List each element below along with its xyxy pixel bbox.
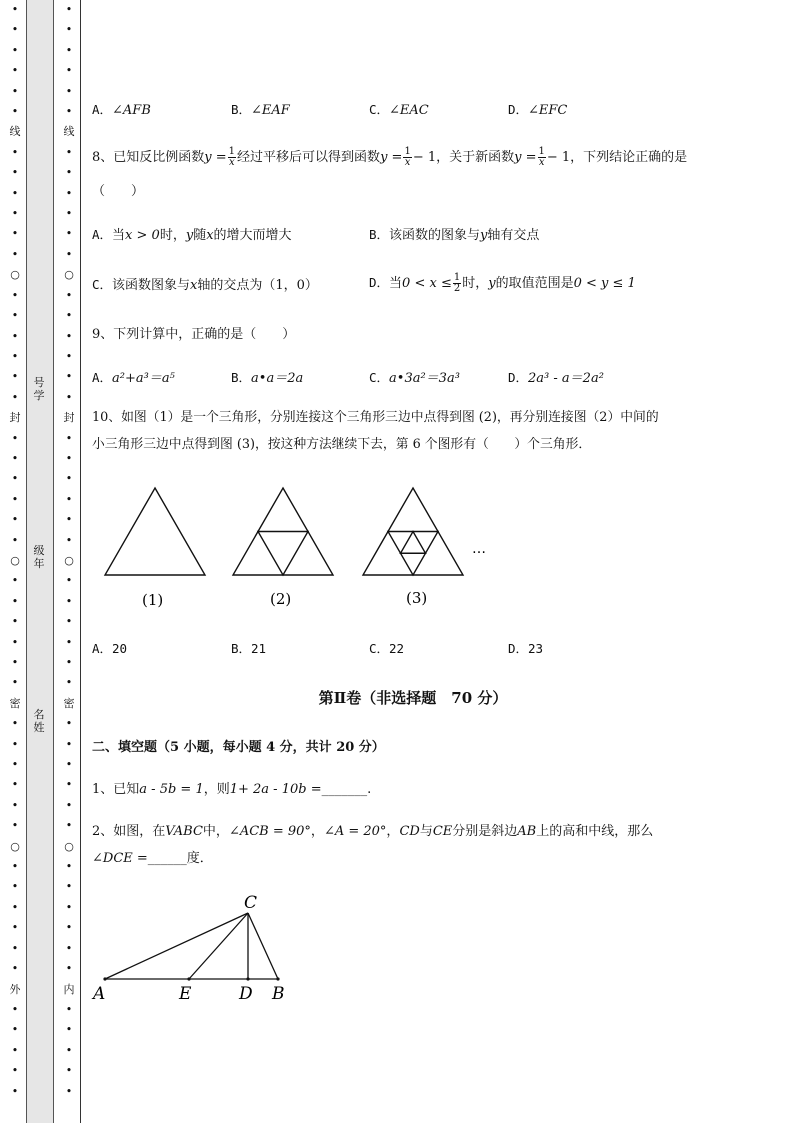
outer-mark-circle-2: ○ xyxy=(10,553,20,567)
inner-mark-circle-1: ○ xyxy=(64,268,74,282)
segment-cb xyxy=(248,913,278,979)
q10-triangle-figures xyxy=(96,482,516,617)
segment-ce xyxy=(189,913,248,979)
q9-option-a: A．a²+a³＝a⁵ xyxy=(92,370,175,386)
point-label-b: B xyxy=(272,984,285,1004)
q9-stem: 9、下列计算中，正确的是（ ） xyxy=(92,327,296,342)
q9-option-d: D．2a³ - a＝2a² xyxy=(508,370,604,386)
point-label-d: D xyxy=(239,984,253,1004)
strip-inner-line xyxy=(80,0,81,1123)
inner-mark-mi: 密 xyxy=(63,696,75,710)
inner-mark-feng: 封 xyxy=(63,411,75,425)
q10-stem-line2: 小三角形三边中点得到图 (3)，按这种方法继续下去，第 6 个图形有（ ）个三角形． xyxy=(92,437,592,452)
q8-option-a: A．当x > 0时，y随x的增大而增大 xyxy=(92,227,292,243)
q10-stem-line1: 10、如图（1）是一个三角形，分别连接这个三角形三边中点得到图 (2)，再分别连接图（2）中间的 xyxy=(92,410,659,425)
q7-option-b: B．∠EAF xyxy=(231,102,290,118)
outer-mark-circle-3: ○ xyxy=(10,839,20,853)
outer-mark-circle-1: ○ xyxy=(10,268,20,282)
point-label-e: E xyxy=(179,984,192,1004)
q9-option-c: C．a•3a²＝3a³ xyxy=(369,370,460,386)
section2-heading: 二、填空题（5 小题，每小题 4 分，共计 20 分） xyxy=(92,740,385,755)
q7-option-c: C．∠EAC xyxy=(369,102,429,118)
q8-stem: 8、已知反比例函数y = $\frac{1}{x}$ 经过平移后可以得到函数y = $\frac{1}{x}$ − 1，关于新函数y = $\frac{1}{x}$ − 1，下列结论正确的是 xyxy=(92,146,688,168)
figure-2-label: (2) xyxy=(270,590,292,608)
fill-q2-blank: ______ xyxy=(147,851,187,866)
figure-2-mid-triangle xyxy=(258,532,308,576)
segment-ac xyxy=(105,913,248,979)
point-label-c: C xyxy=(244,893,258,913)
outer-dot-column: • • • • • • 线 • • • • • • ○ • • • • • • 封 • • • • • • ○ • • • • • • 密 • • • • • • ○ • • • • • • 外 • • • • • xyxy=(9,3,21,1098)
outer-mark-wai: 外 xyxy=(9,982,21,996)
q8-option-c: C．该函数图象与x轴的交点为（1，0） xyxy=(92,277,318,293)
figure-1-label: (1) xyxy=(142,591,164,609)
name-label: 名 姓 xyxy=(33,708,45,734)
q9-option-b: B．a•a＝2a xyxy=(231,370,304,386)
q8-option-d: D．当0 < x ≤ $\frac{1}{2}$ 时，y的取值范围是0 < y ≤ 1 xyxy=(369,272,636,294)
inner-mark-nei: 内 xyxy=(63,982,75,996)
q8-option-b: B．该函数的图象与y轴有交点 xyxy=(369,227,540,243)
binding-strip xyxy=(0,0,82,1123)
q10-option-c: C．22 xyxy=(369,641,405,656)
q10-option-a: A．20 xyxy=(92,641,128,656)
figure-ellipsis: … xyxy=(472,541,486,557)
inner-mark-circle-3: ○ xyxy=(64,839,74,853)
fill-q1: 1、已知a - 5b = 1，则1+ 2a - 10b =_______. xyxy=(92,782,372,797)
q10-option-d: D．23 xyxy=(508,641,544,656)
point-label-a: A xyxy=(93,984,106,1004)
fill-q2-line2: ∠DCE =______度． xyxy=(92,851,213,866)
fill-q2-line1: 2、如图，在VABC中，∠ACB = 90°，∠A = 20°，CD与CE分别是斜边AB上的高和中线，那么 xyxy=(92,824,654,839)
fill-q1-blank: _______ xyxy=(321,782,368,797)
outer-mark-mi: 密 xyxy=(9,696,21,710)
student-number-label: 号 学 xyxy=(33,376,45,402)
inner-dot-column: • • • • • • 线 • • • • • • ○ • • • • • • 封 • • • • • • ○ • • • • • • 密 • • • • • • ○ • • • • • • 内 • • • • • xyxy=(63,3,75,1098)
fill-q2-figure xyxy=(88,888,298,1006)
q7-option-d: D．∠EFC xyxy=(508,102,568,118)
q7-option-a: A．∠AFB xyxy=(92,102,151,118)
inner-mark-circle-2: ○ xyxy=(64,553,74,567)
figure-1-triangle xyxy=(105,488,205,575)
outer-mark-xian: 线 xyxy=(9,125,21,139)
part2-title: 第Ⅱ卷（非选择题 70 分） xyxy=(318,689,508,707)
q10-option-b: B．21 xyxy=(231,641,267,656)
figure-3-label: (3) xyxy=(406,589,428,607)
grade-label: 级 年 xyxy=(33,544,45,570)
inner-mark-xian: 线 xyxy=(63,125,75,139)
figure-3-inner-triangle xyxy=(401,532,426,554)
outer-mark-feng: 封 xyxy=(9,411,21,425)
q8-paren: （ ） xyxy=(92,184,145,199)
